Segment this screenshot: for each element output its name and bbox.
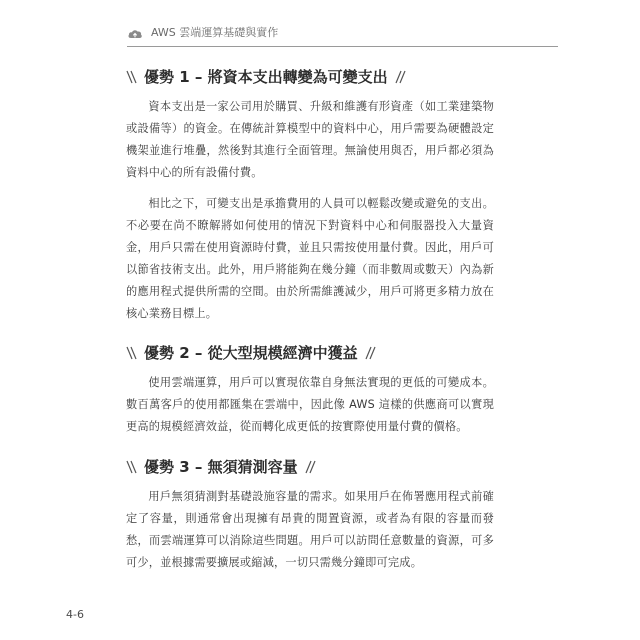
paragraph: 用戶無須猜測對基礎設施容量的需求。如果用戶在佈署應用程式前確定了容量，則通常會出現擁有昂貴的閒置資源，或者為有限的容量而發愁，而雲端運算可以消除這些問題。用戶可以訪問任意數量的資源，可多可少，並根據需要擴展或縮減，一切只需幾分鐘即可完成。	[126, 490, 494, 569]
paragraph: 使用雲端運算，用戶可以實現依靠自身無法實現的更低的可變成本。數百萬客戶的使用都匯集在雲端中，因此像 AWS 這樣的供應商可以實現更高的規模經濟效益，從而轉化成更低的按實際使用量付費的價格。	[126, 376, 494, 433]
page-number: 4-6	[66, 608, 84, 621]
book-title: AWS 雲端運算基礎與實作	[151, 26, 279, 39]
section-title-3: 優勢 3 – 無須猜測容量	[144, 458, 298, 476]
section-heading-1	[126, 66, 494, 88]
section-title-1: 優勢 1 – 將資本支出轉變為可變支出	[144, 68, 388, 86]
paragraph: 資本支出是一家公司用於購買、升級和維護有形資產（如工業建築物或設備等）的資金。在傳統計算模型中的資料中心，用戶需要為硬體設定機架並進行堆疊，然後對其進行全面管理。無論使用與否，用戶都必須為資料中心的所有設備付費。	[126, 100, 494, 179]
running-header	[127, 26, 558, 47]
page-content	[126, 66, 494, 574]
section-heading-2	[126, 342, 494, 364]
double-slash-icon	[126, 345, 138, 361]
double-slash-icon	[364, 345, 376, 361]
section-heading-3	[126, 456, 494, 478]
double-slash-icon	[126, 459, 138, 475]
cloud-icon	[127, 26, 143, 40]
section-title-2: 優勢 2 – 從大型規模經濟中獲益	[144, 344, 358, 362]
double-slash-icon	[126, 69, 138, 85]
double-slash-icon	[304, 459, 316, 475]
double-slash-icon	[394, 69, 406, 85]
paragraph: 相比之下，可變支出是承擔費用的人員可以輕鬆改變或避免的支出。不必要在尚不瞭解將如何使用的情況下對資料中心和伺服器投入大量資金，用戶只需在使用資源時付費，並且只需按使用量付費。因此，用戶可以節省技術支出。此外，用戶將能夠在幾分鐘（而非數周或數天）內為新的應用程式提供所需的空間。由於所需維護減少，用戶可將更多精力放在核心業務目標上。	[126, 197, 494, 320]
